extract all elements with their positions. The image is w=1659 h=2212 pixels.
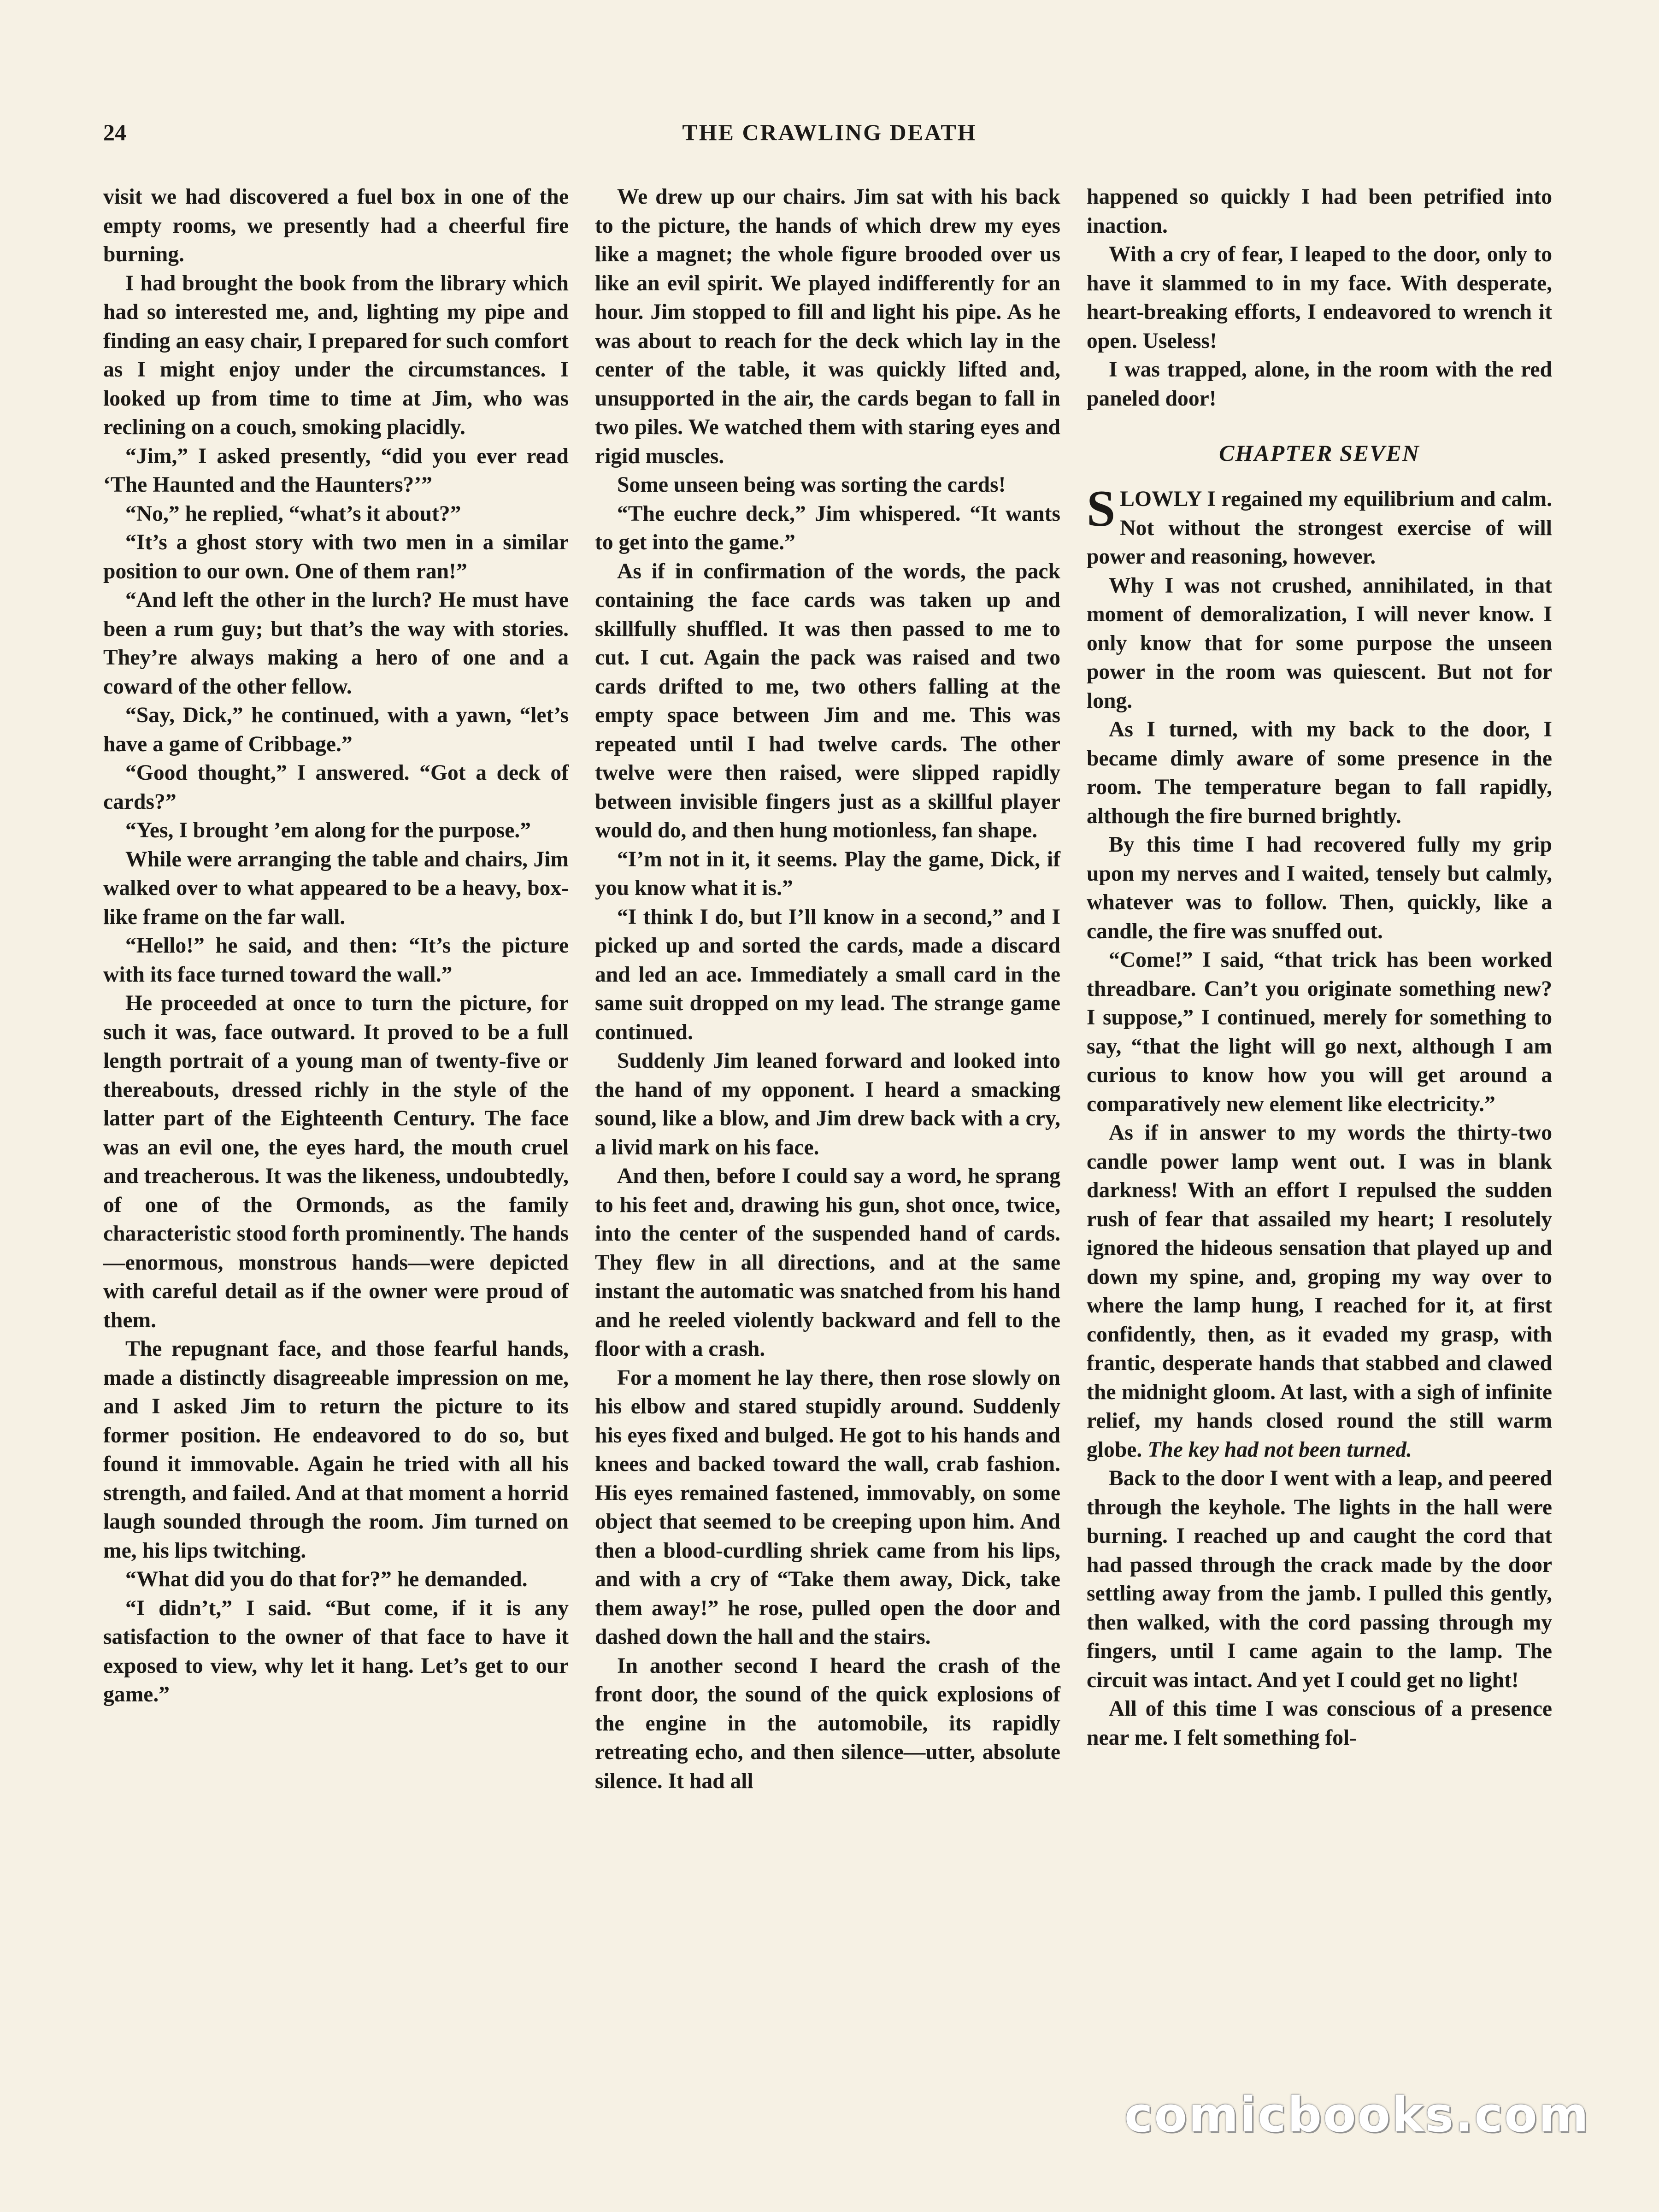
paragraph: “I’m not in it, it seems. Play the game, Dick, if you know what it is.” bbox=[595, 847, 1060, 900]
column-3 bbox=[1087, 182, 1552, 2118]
paragraph: As if in confirmation of the words, the pack containing the face cards was taken up and skillfully shuffled. It was then passed to me to cut. I cut. Again the pack was raised and two cards drifted to me, two others falling at the empty space between Jim and me. This was repeated until I had twelve cards. The other twelve were then raised, were slipped rapidly between invisible fingers just as a skillful player would do, and then hung motionless, fan shape. bbox=[595, 559, 1060, 842]
paragraph: For a moment he lay there, then rose slowly on his elbow and stared stupidly around. Suddenly his eyes fixed and bulged. He got to his hands and knees and backed toward the wall, crab fashion. His eyes remained fastened, immovably, on some object that seemed to be creeping upon him. And then a blood-curdling shriek came from his lips, and with a cry of “Take them away, Dick, take them away!” he rose, pulled open the door and dashed down the hall and the stairs. bbox=[595, 1365, 1060, 1649]
running-header: THE CRAWLING DEATH bbox=[682, 119, 977, 145]
paragraph: visit we had discovered a fuel box in one of the empty rooms, we presently had a cheerful fire burning. bbox=[103, 185, 569, 266]
paragraph: All of this time I was conscious of a presence near me. I felt something fol- bbox=[1087, 1697, 1552, 1750]
paragraph: Some unseen being was sorting the cards! bbox=[617, 473, 1006, 497]
paragraph: I had brought the book from the library which had so interested me, and, lighting my pipe and finding an easy chair, I prepared for such comfort as I might enjoy under the circumstances. I looked up from time to time at Jim, who was reclining on a couch, smoking placidly. bbox=[103, 271, 569, 439]
paragraph: The repugnant face, and those fearful hands, made a distinctly disagreeable impression on me, and I asked Jim to return the picture to its former position. He endeavored to do so, but found it immovable. Again he tried with all his strength, and failed. And at that moment a horrid laugh sounded through the room. Jim turned on me, his lips twitching. bbox=[103, 1337, 569, 1563]
paragraph: He proceeded at once to turn the picture, for such it was, face outward. It proved to be a full length portrait of a young man of twenty-five or thereabouts, dressed richly in the style of the latter part of the Eighteenth Century. The face was an evil one, the eyes hard, the mouth cruel and treacherous. It was the likeness, undoubtedly, of one of the Ormonds, as the family characteristic stood forth prominently. The hands—enormous, monstrous hands—were depicted with careful detail as if the owner were proud of them. bbox=[103, 991, 569, 1332]
paragraph: “Say, Dick,” he continued, with a yawn, “let’s have a game of Cribbage.” bbox=[103, 703, 569, 756]
italic-phrase: The key had not been turned. bbox=[1147, 1437, 1412, 1462]
paragraph: “Yes, I brought ’em along for the purpose.” bbox=[125, 818, 531, 842]
paragraph: “And left the other in the lurch? He must have been a rum guy; but that’s the way with stories. They’re always making a hero of one and a coward of the other fellow. bbox=[103, 588, 569, 699]
paragraph-text: As if in answer to my words the thirty-two candle power lamp went out. I was in blank darkness! With an effort I repulsed the sudden rush of fear that assailed my heart; I resolutely ignored the hideous sensation that played up and down my spine, and, groping my way over to where the lamp hung, I reached for it, at first confidently, then, as it evaded my grasp, with frantic, desperate hands that stabbed and clawed the midnight gloom. At last, with a sigh of infinite relief, my hands closed round the still warm globe. bbox=[1087, 1121, 1552, 1462]
paragraph: We drew up our chairs. Jim sat with his back to the picture, the hands of which drew my eyes like a magnet; the whole figure brooded over us like an evil spirit. We played indifferently for an hour. Jim stopped to fill and light his pipe. As he was about to reach for the deck which lay in the center of the table, it was quickly lifted and, unsupported in the air, the cards began to fall in two piles. We watched them with staring eyes and rigid muscles. bbox=[595, 185, 1060, 468]
paragraph: “I didn’t,” I said. “But come, if it is any satisfaction to the owner of that face to have it exposed to view, why let it hang. Let’s get to our game.” bbox=[103, 1596, 569, 1706]
chapter-first-paragraph bbox=[1087, 480, 1552, 571]
paragraph: With a cry of fear, I leaped to the door, only to have it slammed to in my face. With desperate, heart-breaking efforts, I endeavored to wrench it open. Useless! bbox=[1087, 242, 1552, 353]
paragraph: And then, before I could say a word, he sprang to his feet and, drawing his gun, shot once, twice, into the center of the suspended hand of cards. They flew in all directions, and at the same instant the automatic was snatched from his hand and he reeled violently backward and fell to the floor with a crash. bbox=[595, 1164, 1060, 1361]
text-columns bbox=[103, 182, 1552, 2118]
paragraph: “It’s a ghost story with two men in a similar position to our own. One of them ran!” bbox=[103, 530, 569, 583]
chapter-heading: CHAPTER SEVEN bbox=[1219, 440, 1420, 466]
paragraph: Back to the door I went with a leap, and peered through the keyhole. The lights in the hall were burning. I reached up and caught the cord that had passed through the crack made by the door settling away from the jamb. I pulled this gently, then walked, with the cord passing through my fingers, until I came again to the lamp. The circuit was intact. And yet I could get no light! bbox=[1087, 1466, 1552, 1692]
paragraph: “Come!” I said, “that trick has been worked threadbare. Can’t you originate something new? I suppose,” I continued, merely for something to say, “that the light will go next, although I am curious to know how you will get around a comparatively new element like electricity.” bbox=[1087, 948, 1552, 1116]
paragraph: “No,” he replied, “what’s it about?” bbox=[125, 501, 461, 526]
paragraph: In another second I heard the crash of the front door, the sound of the quick explosions of the engine in the automobile, its rapidly retreating echo, and then silence—utter, absolute silence. It had all bbox=[595, 1653, 1060, 1793]
paragraph: “The euchre deck,” Jim whispered. “It wants to get into the game.” bbox=[595, 501, 1060, 554]
paragraph: happened so quickly I had been petrified into inaction. bbox=[1087, 185, 1552, 238]
paragraph: “What did you do that for?” he demanded. bbox=[125, 1567, 528, 1591]
paragraph: As I turned, with my back to the door, I became dimly aware of some presence in the room. The temperature began to fall rapidly, although the fire burned brightly. bbox=[1087, 718, 1552, 828]
paragraph: “I think I do, but I’ll know in a second,” and I picked up and sorted the cards, made a discard and led an ace. Immediately a small card in the same suit dropped on my lead. The strange game continued. bbox=[595, 905, 1060, 1044]
drop-cap: S bbox=[1087, 480, 1116, 537]
paragraph bbox=[1087, 1118, 1552, 1464]
paragraph: While were arranging the table and chairs, Jim walked over to what appeared to be a heavy, box-like frame on the far wall. bbox=[103, 847, 569, 929]
column-1 bbox=[103, 182, 569, 2118]
paragraph: Suddenly Jim leaned forward and looked into the hand of my opponent. I heard a smacking sound, like a blow, and Jim drew back with a cry, a livid mark on his face. bbox=[595, 1049, 1060, 1159]
page-number: 24 bbox=[103, 119, 126, 145]
paragraph: Why I was not crushed, annihilated, in that moment of demoralization, I will never know. I only know that for some purpose the unseen power in the room was quiescent. But not for long. bbox=[1087, 573, 1552, 713]
chapter-first-text: LOWLY I regained my equilibrium and calm. Not without the strongest exercise of will power and reasoning, however. bbox=[1087, 487, 1552, 569]
paragraph: “Good thought,” I answered. “Got a deck of cards?” bbox=[103, 761, 569, 814]
paragraph: “Hello!” he said, and then: “It’s the picture with its face turned toward the wall.” bbox=[103, 934, 569, 987]
paragraph: By this time I had recovered fully my grip upon my nerves and I waited, tensely but calmly, whatever was to follow. Then, quickly, like a candle, the fire was snuffed out. bbox=[1087, 833, 1552, 943]
paragraph: I was trapped, alone, in the room with the red paneled door! bbox=[1087, 358, 1552, 411]
column-2 bbox=[595, 182, 1060, 2118]
watermark-logo: comicbooks.com bbox=[1124, 2087, 1590, 2143]
paragraph: “Jim,” I asked presently, “did you ever read ‘The Haunted and the Haunters?’” bbox=[103, 444, 569, 497]
